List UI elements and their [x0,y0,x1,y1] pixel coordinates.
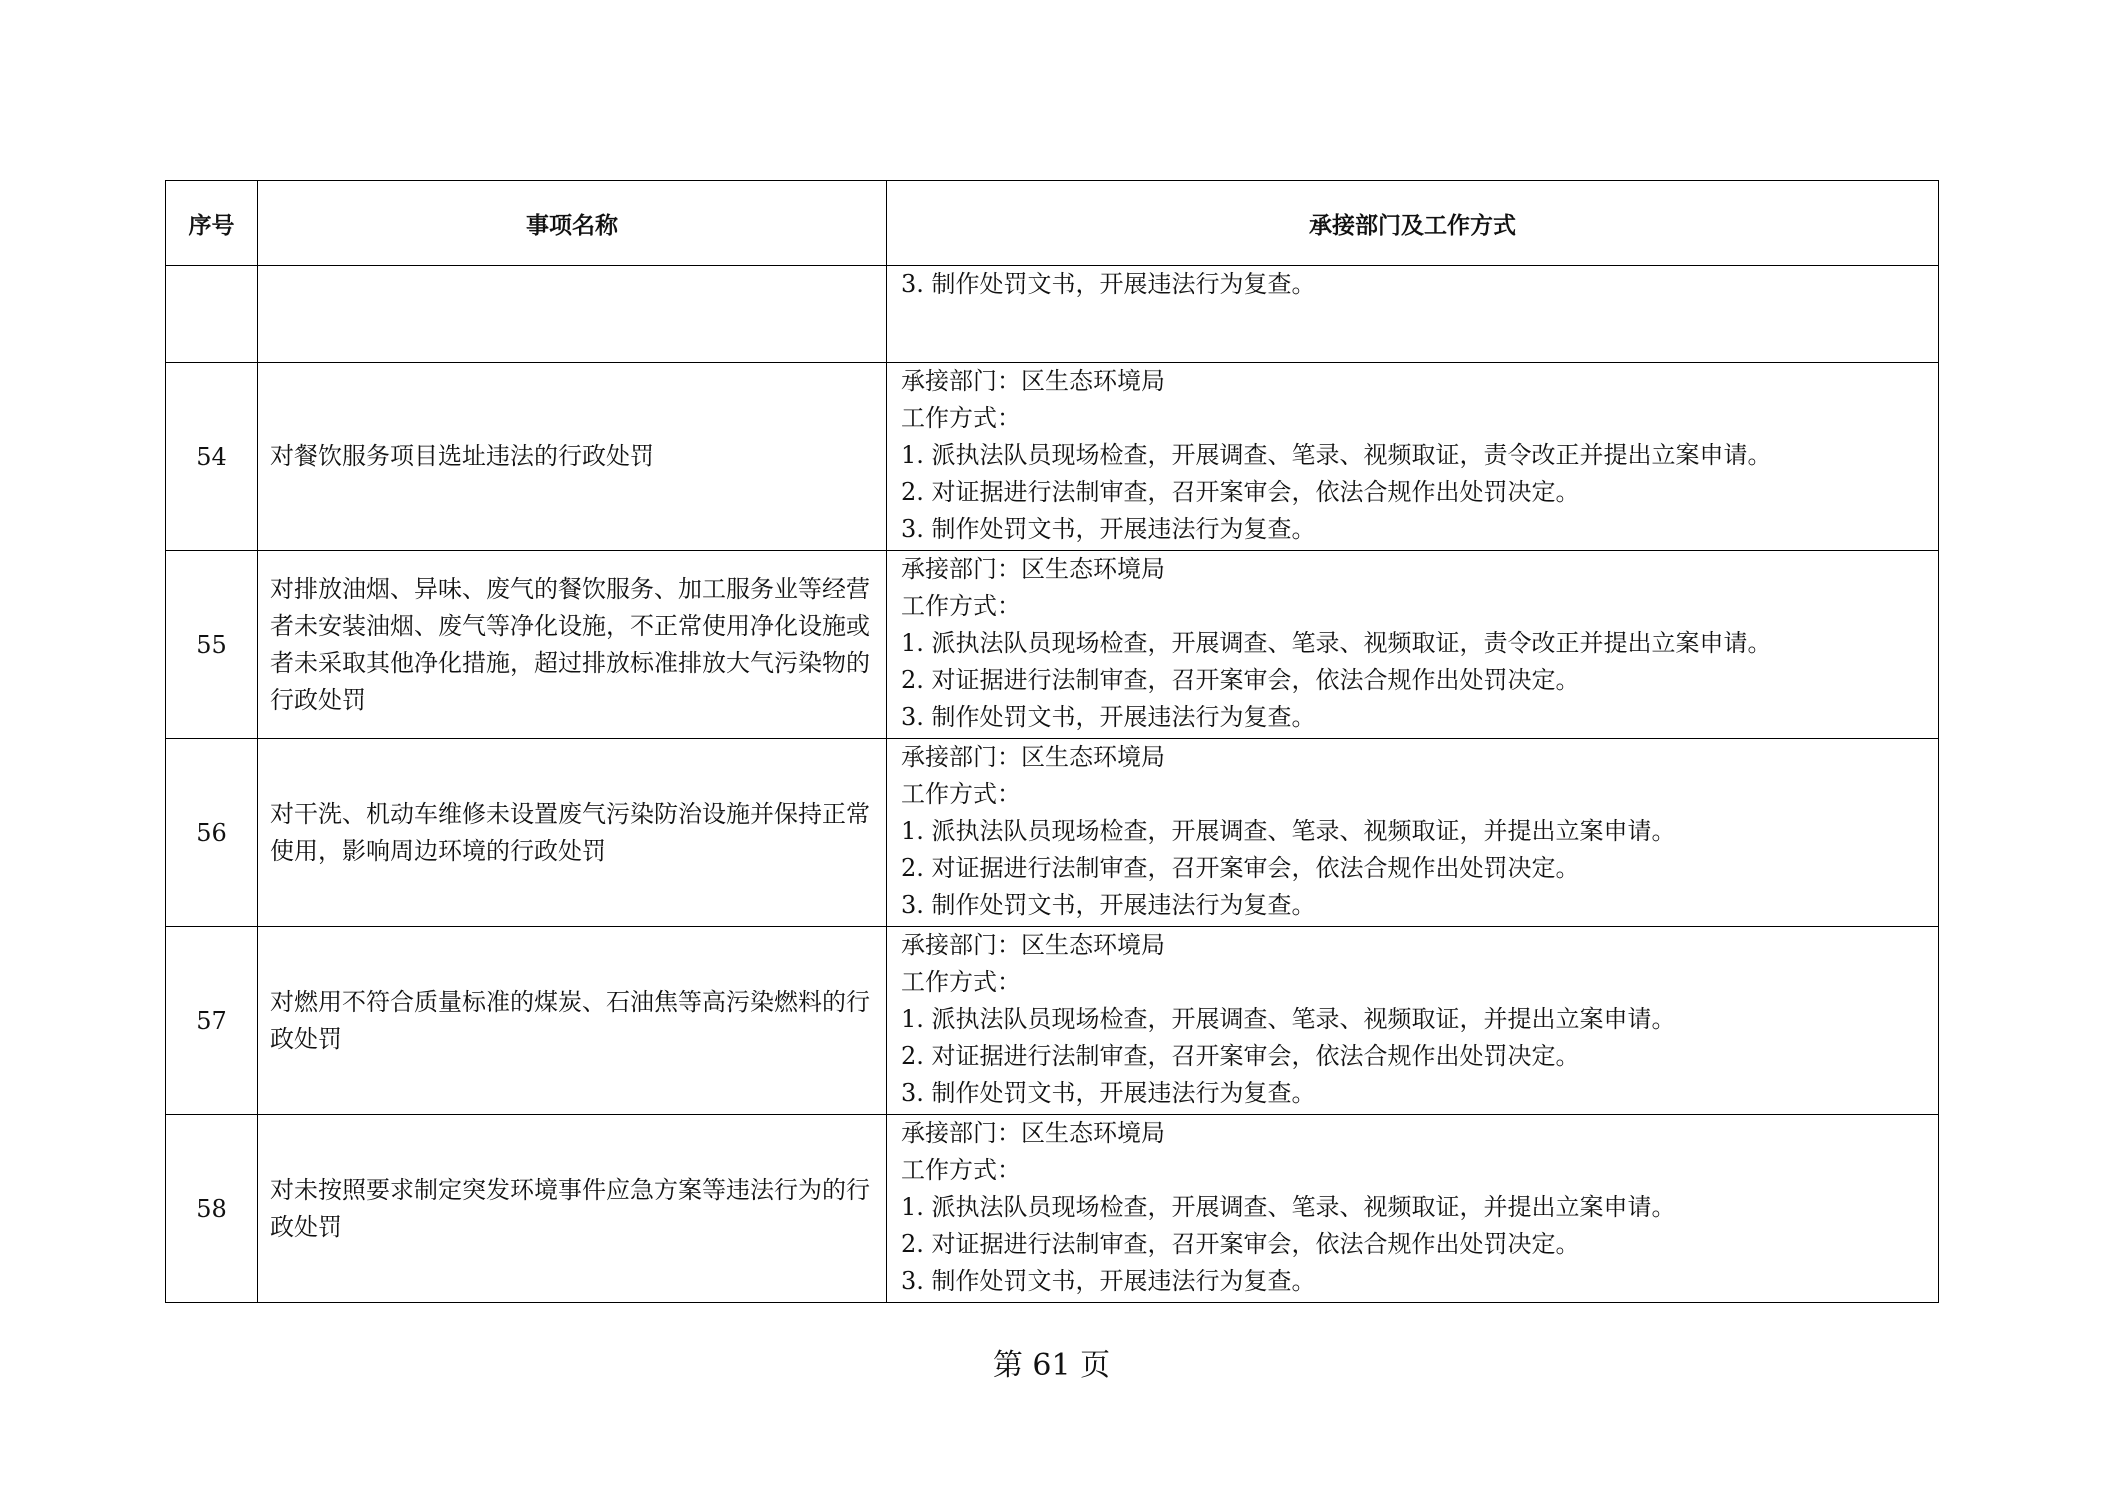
cell-item-name: 对餐饮服务项目选址违法的行政处罚 [258,363,887,551]
cell-item-name: 对排放油烟、异味、废气的餐饮服务、加工服务业等经营者未安装油烟、废气等净化设施，不正常使用净化设施或者未采取其他净化措施，超过排放标准排放大气污染物的行政处罚 [258,551,887,739]
table-row [166,927,1939,1115]
table-row [166,1115,1939,1303]
cell-serial-number: 58 [166,1115,258,1303]
method-step-2: 2. 对证据进行法制审查，召开案审会，依法合规作出处罚决定。 [901,666,1580,694]
cell-department-method [887,551,1939,739]
cell-department-method [887,927,1939,1115]
method-step-1: 1. 派执法队员现场检查，开展调查、笔录、视频取证，并提出立案申请。 [901,1193,1676,1221]
cell-serial-number: 56 [166,739,258,927]
table-row-continuation [166,266,1939,363]
method-step-3: 3. 制作处罚文书，开展违法行为复查。 [901,515,1316,543]
method-step-3: 3. 制作处罚文书，开展违法行为复查。 [901,1079,1316,1107]
method-step-1: 1. 派执法队员现场检查，开展调查、笔录、视频取证，责令改正并提出立案申请。 [901,441,1772,469]
method-heading: 工作方式： [901,780,1021,808]
method-step-1: 1. 派执法队员现场检查，开展调查、笔录、视频取证，并提出立案申请。 [901,817,1676,845]
department-line: 承接部门：区生态环境局 [901,555,1165,583]
cell-serial-number [166,266,258,363]
cell-item-name [258,266,887,363]
method-step-2: 2. 对证据进行法制审查，召开案审会，依法合规作出处罚决定。 [901,478,1580,506]
header-item-name: 事项名称 [258,181,887,266]
cell-serial-number: 57 [166,927,258,1115]
header-serial-number: 序号 [166,181,258,266]
department-line: 承接部门：区生态环境局 [901,367,1165,395]
method-step-1: 1. 派执法队员现场检查，开展调查、笔录、视频取证，责令改正并提出立案申请。 [901,629,1772,657]
matters-table [165,180,1939,1303]
table-row [166,551,1939,739]
method-step-3: 3. 制作处罚文书，开展违法行为复查。 [901,270,1316,298]
method-step-2: 2. 对证据进行法制审查，召开案审会，依法合规作出处罚决定。 [901,1230,1580,1258]
department-line: 承接部门：区生态环境局 [901,931,1165,959]
header-department-method: 承接部门及工作方式 [887,181,1939,266]
method-step-3: 3. 制作处罚文书，开展违法行为复查。 [901,1267,1316,1295]
method-step-2: 2. 对证据进行法制审查，召开案审会，依法合规作出处罚决定。 [901,854,1580,882]
cell-department-method [887,363,1939,551]
table-row [166,363,1939,551]
cell-serial-number: 54 [166,363,258,551]
cell-item-name: 对燃用不符合质量标准的煤炭、石油焦等高污染燃料的行政处罚 [258,927,887,1115]
cell-department-method [887,739,1939,927]
table-row [166,739,1939,927]
method-heading: 工作方式： [901,1156,1021,1184]
table-header-row [166,181,1939,266]
cell-department-method [887,1115,1939,1303]
department-line: 承接部门：区生态环境局 [901,1119,1165,1147]
method-step-3: 3. 制作处罚文书，开展违法行为复查。 [901,891,1316,919]
method-heading: 工作方式： [901,404,1021,432]
method-step-1: 1. 派执法队员现场检查，开展调查、笔录、视频取证，并提出立案申请。 [901,1005,1676,1033]
page-number: 第 61 页 [992,1348,1111,1383]
cell-item-name: 对干洗、机动车维修未设置废气污染防治设施并保持正常使用，影响周边环境的行政处罚 [258,739,887,927]
method-heading: 工作方式： [901,968,1021,996]
cell-serial-number: 55 [166,551,258,739]
method-step-3: 3. 制作处罚文书，开展违法行为复查。 [901,703,1316,731]
cell-item-name: 对未按照要求制定突发环境事件应急方案等违法行为的行政处罚 [258,1115,887,1303]
cell-department-method [887,266,1939,363]
department-line: 承接部门：区生态环境局 [901,743,1165,771]
method-step-2: 2. 对证据进行法制审查，召开案审会，依法合规作出处罚决定。 [901,1042,1580,1070]
method-heading: 工作方式： [901,592,1021,620]
